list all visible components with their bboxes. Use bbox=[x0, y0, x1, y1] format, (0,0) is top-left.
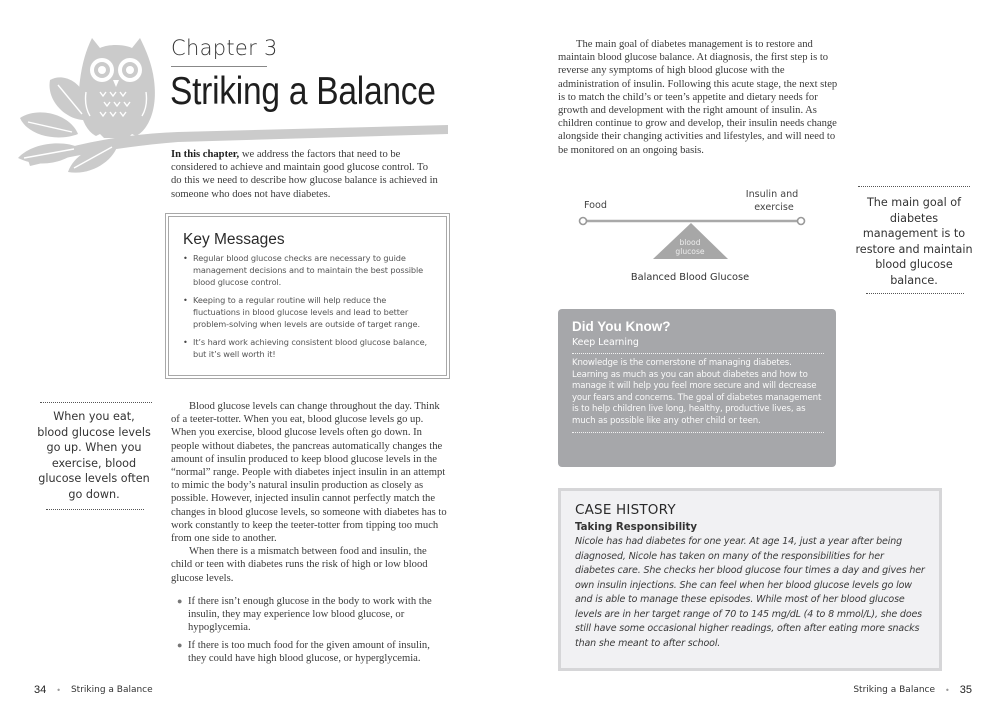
dotted-rule bbox=[46, 509, 144, 510]
key-messages-box bbox=[165, 213, 450, 379]
intro-lead: In this chapter, bbox=[171, 149, 240, 160]
dotted-rule bbox=[572, 432, 824, 433]
body-paragraph: Blood glucose levels can change throughout the day. Think of a teeter-totter. When you eat, blood glucose levels go up. When you exercise, blood glucose levels often go down. In people without diabetes, the pancreas automatically changes the amount of insulin produced to keep blood glucose levels in the “normal” range. People with diabetes inject insulin in an attempt to mimic the body’s natural insulin production as closely as possible. However, injected insulin cannot perfectly match the changes in blood glucose levels, so someone with diabetes has to work constantly to keep the teeter-totter from tipping too much from one side to another. bbox=[171, 401, 447, 545]
key-message-item: • Keeping to a regular routine will help reduce the fluctuations in blood glucose levels and lead to better problem-solving when levels are outside of target range. bbox=[183, 295, 420, 329]
did-you-know-title: Did You Know? bbox=[572, 319, 671, 334]
key-message-item: • Regular blood glucose checks are necessary to guide management decisions and to maintain the best possible blood glucose control. bbox=[183, 253, 424, 287]
footer-right bbox=[853, 684, 972, 696]
running-title-left: Striking a Balance bbox=[70, 685, 153, 695]
case-history-title: CASE HISTORY bbox=[575, 502, 676, 518]
pull-quote-text: The main goal of diabetes management is to restore and maintain blood glucose balance. bbox=[855, 196, 973, 287]
bullet-icon: • bbox=[183, 295, 188, 305]
fulcrum-label-line1: blood bbox=[679, 238, 701, 247]
did-you-know-box bbox=[558, 309, 836, 467]
seesaw-right-label-line1: Insulin and bbox=[745, 189, 799, 200]
bullet-icon: ● bbox=[177, 596, 183, 606]
body-text-right bbox=[558, 38, 838, 157]
fulcrum-label-line2: glucose bbox=[675, 247, 705, 256]
chapter-title: Striking a Balance bbox=[170, 70, 436, 113]
intro-text: we address the factors that need to be considered to achieve and maintain good glucose control. To do this we need to describe how glucose balance is achieved in someone who does not have diabetes. bbox=[171, 149, 438, 200]
seesaw-left-end-icon bbox=[580, 218, 587, 225]
pull-quote-left bbox=[36, 402, 152, 510]
bullet-icon: • bbox=[183, 337, 188, 347]
footer-bullet-icon: • bbox=[945, 685, 950, 695]
page-number-right: 35 bbox=[959, 684, 972, 696]
dotted-rule bbox=[572, 353, 824, 354]
body-paragraph: The main goal of diabetes management is to restore and maintain blood glucose balance. At diagnosis, the first step is to reverse any symptoms of high blood glucose with the administration of insulin. Following this acute stage, the next step is to match the child’s or teen’s appetite and dietary needs for growth and development with the right amount of insulin. As children continue to grow and develop, their insulin needs change alongside their changing activities and lifestyles, and will need to be monitored on an ongoing basis. bbox=[558, 39, 838, 156]
case-history-subtitle: Taking Responsibility bbox=[575, 522, 698, 533]
dotted-rule bbox=[858, 186, 970, 187]
pull-quote-right bbox=[852, 186, 976, 294]
glucose-risk-list bbox=[177, 595, 449, 669]
did-you-know-subtitle: Keep Learning bbox=[572, 337, 639, 348]
key-message-item: • It’s hard work achieving consistent blood glucose balance, but it’s well worth it! bbox=[183, 337, 428, 359]
key-messages-title: Key Messages bbox=[183, 231, 285, 248]
dotted-rule bbox=[40, 402, 152, 403]
bullet-icon: ● bbox=[177, 639, 183, 650]
page-number-left: 34 bbox=[34, 684, 47, 696]
case-history-box bbox=[558, 488, 942, 671]
seesaw-caption: Balanced Blood Glucose bbox=[630, 272, 750, 283]
chapter-label: Chapter 3 bbox=[171, 36, 278, 60]
chapter-intro bbox=[171, 148, 441, 201]
dotted-rule bbox=[866, 293, 964, 294]
bullet-icon: • bbox=[183, 253, 188, 263]
did-you-know-body: Knowledge is the cornerstone of managing diabetes. Learning as much as you can about diabetes and how to manage it will help you feel more secure and will decrease your fears and concerns. The goal of diabetes management is to help children live long, healthy, productive lives, as much as possible like any other child or teen. bbox=[572, 358, 822, 426]
seesaw-left-label: Food bbox=[584, 200, 608, 211]
body-paragraph: When there is a mismatch between food and insulin, the child or teen with diabetes runs the risk of high or low blood glucose levels. bbox=[171, 546, 428, 584]
body-text-left bbox=[171, 400, 447, 585]
list-item: ● If there is too much food for the given amount of insulin, they could have high blood glucose, or hyperglycemia. bbox=[177, 639, 430, 664]
footer-left bbox=[34, 684, 153, 696]
case-history-body: Nicole has had diabetes for one year. At age 14, just a year after being diagnosed, Nicole has taken on many of the responsibilities for her diabetes care. She checks her blood glucose four times a day and gives her own insulin injections. She can feel when her blood glucose levels go low and is able to manage these episodes. While most of her blood glucose levels are in her target range of 70 to 145 mg/dL (4 to 8 mmol/L), she does still have some occasional higher readings, often after eating more snacks than she meant to after school. bbox=[575, 536, 925, 649]
seesaw-right-end-icon bbox=[798, 218, 805, 225]
seesaw-diagram bbox=[560, 186, 820, 286]
pull-quote-text: When you eat, blood glucose levels go up. When you exercise, blood glucose levels often go down. bbox=[37, 410, 151, 501]
running-title-right: Striking a Balance bbox=[853, 685, 936, 695]
list-item: ● If there isn’t enough glucose in the body to work with the insulin, they may experience low blood glucose, or hypoglycemia. bbox=[177, 596, 432, 634]
key-messages-list bbox=[183, 252, 432, 360]
seesaw-right-label-line2: exercise bbox=[754, 202, 794, 213]
chapter-rule bbox=[171, 66, 267, 67]
footer-bullet-icon: • bbox=[56, 685, 61, 695]
